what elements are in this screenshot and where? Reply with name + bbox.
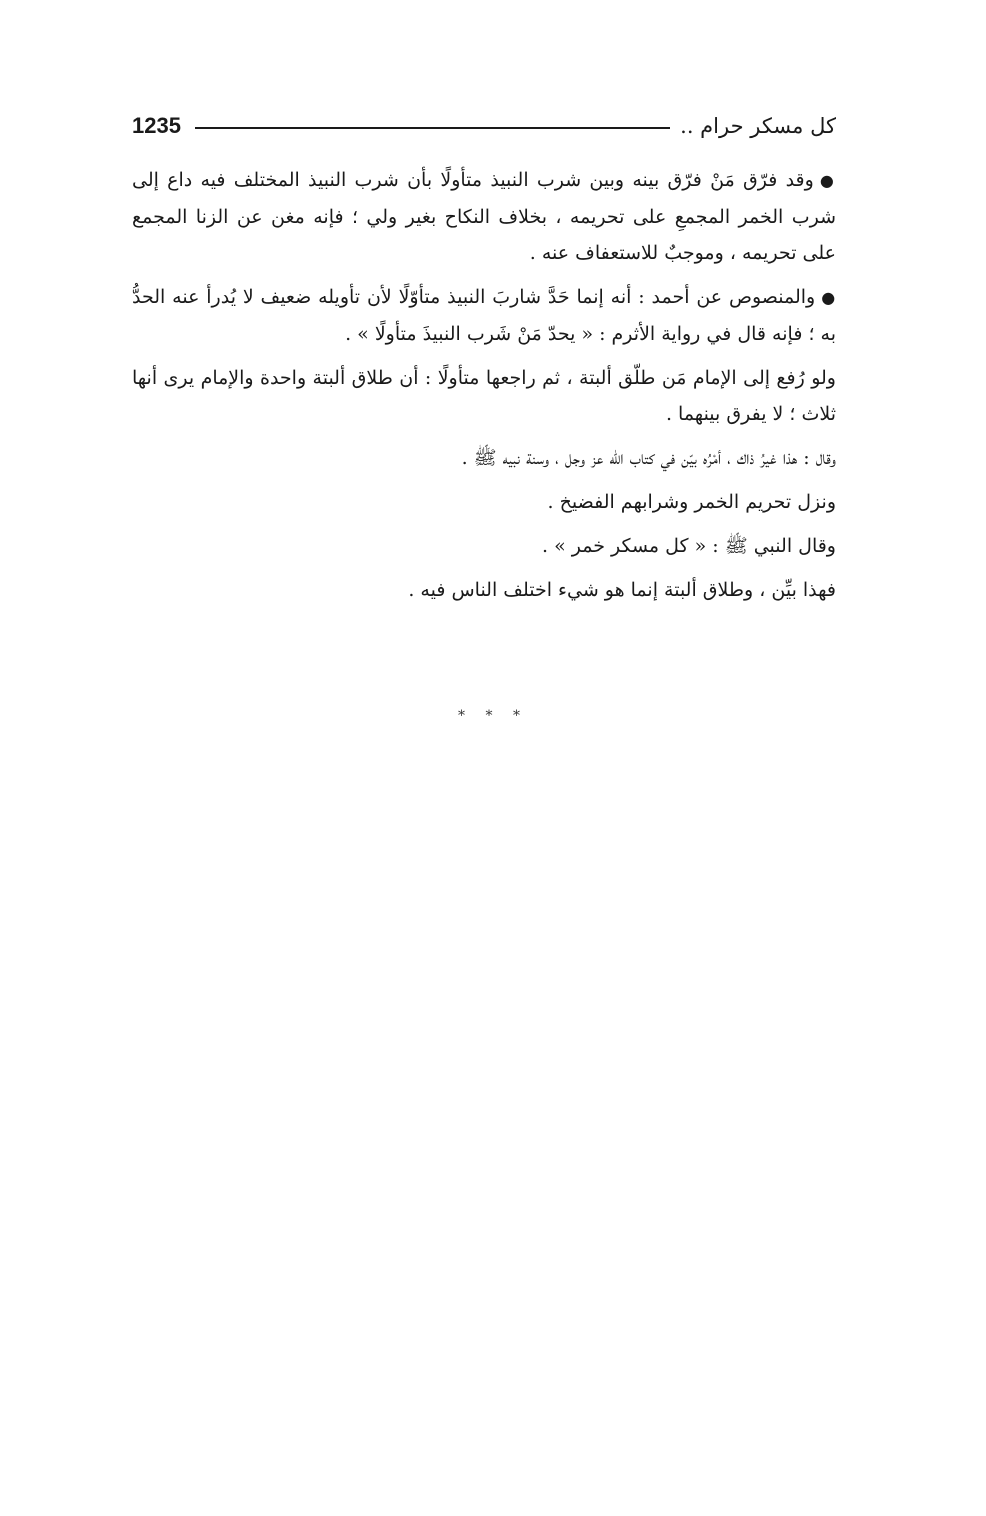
quoted-line-4: فهذا بيِّن ، وطلاق ألبتة إنما هو شيء اختلف الناس فيه . xyxy=(408,579,836,601)
paragraph-3: ولو رُفع إلى الإمام مَن طلّق ألبتة ، ثم راجعها متأولًا : أن طلاق ألبتة واحدة والإمام يرى أنها ثلاث ؛ لا يفرق بينهما . xyxy=(132,367,836,425)
quoted-line-2: ونزل تحريم الخمر وشرابهم الفضيخ . xyxy=(547,491,836,513)
quoted-line-3: وقال النبي ﷺ : « كل مسكر خمر » . xyxy=(542,535,836,557)
page-header xyxy=(132,108,836,144)
paragraph-2-text: والمنصوص عن أحمد : أنه إنما حَدَّ شاربَ النبيذ متأوّلًا لأن تأويله ضعيف لا يُدرأ عنه الحدُّ به ؛ فإنه قال في رواية الأثرم : « يحدّ مَنْ شَرب النبيذَ متأولًا » . xyxy=(132,286,836,345)
paragraph-2 xyxy=(132,279,836,352)
running-title: كل مسكر حرام .. xyxy=(680,114,836,138)
section-break: * * * xyxy=(458,708,528,724)
paragraph-1-text: وقد فرّق مَنْ فرّق بينه وبين شرب النبيذ متأولًا بأن شرب النبيذ المختلف فيه داع إلى شرب الخمر المجمعِ على تحريمه ، بخلاف النكاح بغير ولي ؛ فإنه مغن عن الزنا المجمع على تحريمه ، وموجبٌ للاستعفاف عنه . xyxy=(132,169,836,264)
quoted-line-1: وقال : هذا غيرُ ذاك ، أمْرُه بيّن في كتاب اللّه عز وجل ، وسنة نبيه ﷺ . xyxy=(461,447,836,469)
body-text xyxy=(132,162,836,616)
bullet-icon: ● xyxy=(819,171,836,190)
header-rule xyxy=(195,127,670,129)
quoted-block xyxy=(196,440,836,608)
paragraph-1 xyxy=(132,162,836,271)
bullet-icon: ● xyxy=(821,288,836,307)
page-number: 1235 xyxy=(132,113,181,138)
